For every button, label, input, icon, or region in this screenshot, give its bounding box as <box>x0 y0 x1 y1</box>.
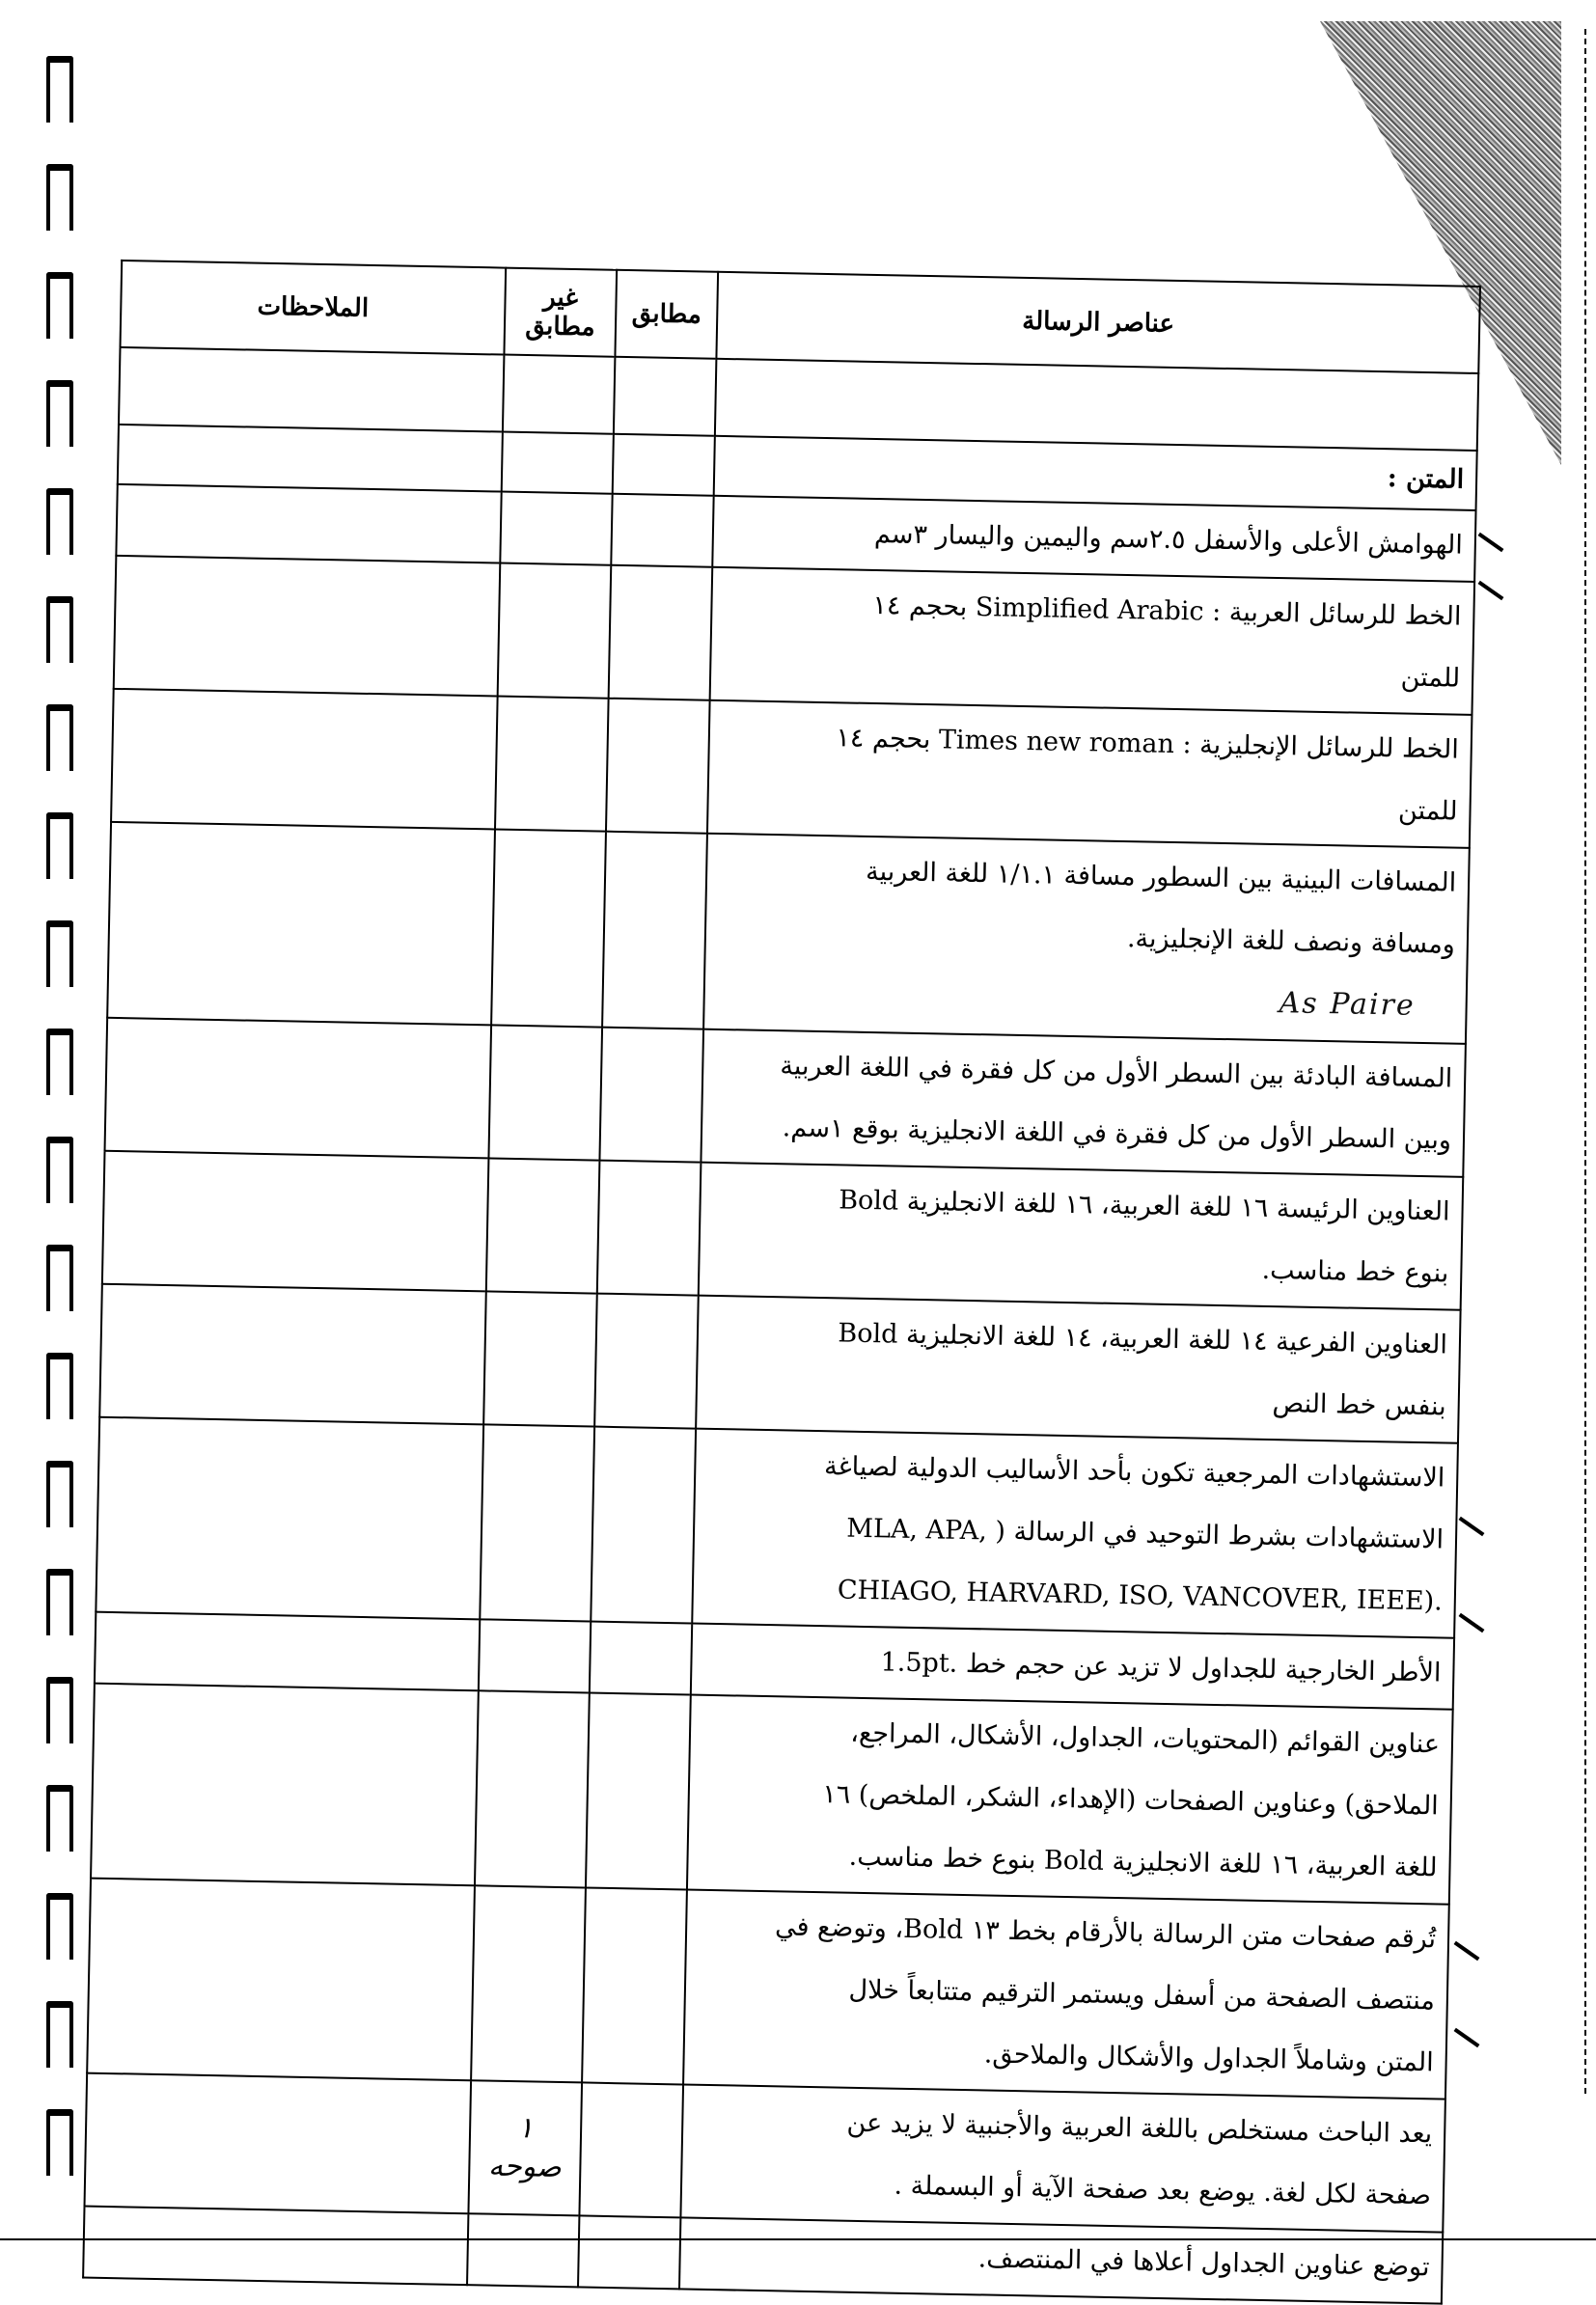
binding-ring-icon <box>46 2109 73 2176</box>
element-text-line: عناوين القوائم (المحتويات، الجداول، الأشكال، المراجع، <box>849 1717 1441 1760</box>
handwritten-tick-icon <box>1454 2028 1480 2047</box>
empty-cell <box>614 357 717 436</box>
binding-ring-icon <box>46 1677 73 1743</box>
thesis-format-checklist-table <box>82 260 1481 2305</box>
section-title: المتن : <box>714 436 1477 510</box>
element-text-line: العناوين الرئيسة ١٦ للغة العربية، ١٦ للغة الانجليزية Bold <box>838 1185 1450 1227</box>
element-text-line: الأطر الخارجية للجداول لا تزيد عن حجم خط .1.5pt <box>880 1647 1442 1688</box>
binding-ring-icon <box>46 704 73 771</box>
header-elements: عناصر الرسالة <box>716 272 1480 373</box>
element-cell <box>680 2084 1445 2232</box>
binding-ring-icon <box>46 1245 73 1311</box>
handwritten-tick-icon <box>1459 1517 1485 1536</box>
element-cell <box>687 1695 1453 1905</box>
element-text-line: للغة العربية، ١٦ للغة الانجليزية Bold بنوع خط مناسب. <box>848 1841 1438 1883</box>
element-text-line: الاستشهادات بشرط التوحيد في الرسالة ( ,MLA, APA <box>846 1513 1445 1555</box>
empty-cell <box>715 359 1478 451</box>
binding-ring-icon <box>46 380 73 447</box>
binding-ring-icon <box>46 1137 73 1203</box>
element-cell <box>692 1429 1458 1638</box>
notes-cell[interactable] <box>83 2207 468 2286</box>
binding-ring-icon <box>46 920 73 987</box>
checklist-row <box>87 1879 1449 2099</box>
element-text-line: الخط للرسائل الإنجليزية : Times new roman بحجم ١٤ <box>836 723 1460 765</box>
empty-cell <box>503 355 616 434</box>
not-matching-cell[interactable] <box>500 492 612 565</box>
matching-cell[interactable] <box>594 1294 699 1429</box>
element-text-line: بنوع خط مناسب. <box>1261 1254 1449 1289</box>
notes-cell[interactable] <box>96 1417 483 1620</box>
notes-cell[interactable] <box>91 1684 479 1886</box>
checklist-row <box>96 1417 1458 1638</box>
element-text-line: تُرقم صفحات متن الرسالة بالأرقام بخط ١٣ Bold، وتوضع في <box>774 1911 1437 1955</box>
notes-cell[interactable] <box>116 484 501 563</box>
matching-cell[interactable] <box>579 2082 683 2217</box>
notes-cell <box>118 425 503 492</box>
matching-cell[interactable] <box>609 565 713 700</box>
element-text-line: يعد الباحث مستخلص باللغة العربية والأجنبية لا يزيد عن <box>846 2107 1433 2150</box>
matching-cell[interactable] <box>599 1028 703 1163</box>
notes-cell[interactable] <box>111 689 498 830</box>
notes-cell[interactable] <box>105 1018 492 1159</box>
binding-ring-icon <box>46 2001 73 2068</box>
matching-cell[interactable] <box>578 2215 680 2289</box>
checklist-row <box>114 556 1474 715</box>
notes-cell[interactable] <box>99 1284 486 1425</box>
element-text-line: الاستشهادات المرجعية تكون بأحد الأساليب الدولية لصياغة <box>823 1451 1445 1494</box>
element-text-line: المتن وشاملاً الجداول والأشكال والملاحق. <box>983 2039 1434 2078</box>
checklist-row <box>111 689 1472 848</box>
checklist-table-container <box>82 260 1481 2305</box>
not-matching-cell[interactable] <box>483 1291 597 1426</box>
matching-cell[interactable] <box>590 1622 692 1695</box>
binding-ring-icon <box>46 1029 73 1095</box>
binding-ring-icon <box>46 56 73 123</box>
header-matching: مطابق <box>615 270 718 359</box>
matching-cell <box>613 434 715 496</box>
element-text-line: المسافة البادئة بين السطر الأول من كل فقرة في اللغة العربية <box>780 1051 1453 1094</box>
handwritten-tick-icon <box>1454 1941 1480 1961</box>
page-edge-right <box>1584 29 1588 2094</box>
not-matching-cell[interactable] <box>488 1025 602 1160</box>
notes-cell[interactable] <box>107 822 495 1026</box>
checklist-row <box>99 1284 1460 1443</box>
header-not-matching: غير مطابق <box>504 268 617 357</box>
matching-cell[interactable] <box>602 832 707 1029</box>
element-text-line: العناوين الفرعية ١٤ للغة العربية، ١٤ للغة الانجليزية Bold <box>838 1318 1448 1360</box>
element-cell <box>707 700 1472 848</box>
empty-cell <box>119 347 504 432</box>
not-matching-cell[interactable] <box>467 2213 579 2287</box>
element-text-line: الخط للرسائل العربية : Simplified Arabic بحجم ١٤ <box>872 590 1462 632</box>
binding-ring-icon <box>46 164 73 231</box>
element-text-line: الملاحق) وعناوين الصفحات (الإهداء، الشكر، الملخص) ١٦ <box>821 1779 1440 1822</box>
element-text-line: المسافات البينية بين السطور مسافة ١/١.١ للغة العربية <box>865 856 1457 898</box>
handwritten-tick-icon <box>1478 581 1504 600</box>
not-matching-cell[interactable] <box>471 1885 586 2082</box>
element-text-line: للمتن <box>1400 662 1461 694</box>
binding-ring-icon <box>46 488 73 555</box>
checklist-row <box>107 822 1470 1044</box>
not-matching-cell[interactable] <box>480 1424 594 1621</box>
matching-cell[interactable] <box>611 494 713 567</box>
handwritten-annotation: As Paire <box>1279 986 1416 1023</box>
binding-ring-icon <box>46 596 73 663</box>
matching-cell[interactable] <box>606 699 710 834</box>
matching-cell[interactable] <box>582 1887 687 2084</box>
element-cell <box>683 1890 1449 2099</box>
not-matching-cell[interactable]: ١ صوحه <box>468 2080 582 2215</box>
notes-cell[interactable] <box>102 1151 489 1292</box>
element-text-line: .(CHIAGO, HARVARD, ISO, VANCOVER, IEEE <box>837 1575 1444 1617</box>
element-text-line: للمتن <box>1397 795 1458 827</box>
matching-cell[interactable] <box>597 1161 702 1296</box>
checklist-row <box>91 1684 1453 1905</box>
handwritten-tick-icon <box>1478 533 1504 552</box>
notes-cell[interactable] <box>114 556 501 697</box>
element-text-line: توضع عناوين الجداول أعلاها في المنتصف. <box>977 2243 1430 2283</box>
element-cell <box>696 1296 1461 1443</box>
spiral-binding <box>46 0 75 2242</box>
element-text-line: وبين السطر الأول من كل فقرة في اللغة الانجليزية بوقع ١سم. <box>782 1112 1452 1156</box>
notes-cell[interactable] <box>85 2073 472 2214</box>
not-matching-cell[interactable] <box>475 1690 590 1887</box>
header-notes: الملاحظات <box>121 261 507 355</box>
binding-ring-icon <box>46 1785 73 1852</box>
binding-ring-icon <box>46 1353 73 1419</box>
element-cell <box>703 834 1470 1044</box>
checklist-row <box>105 1018 1466 1177</box>
binding-ring-icon <box>46 812 73 879</box>
element-cell <box>699 1163 1464 1310</box>
binding-ring-icon <box>46 1461 73 1527</box>
binding-ring-icon <box>46 1893 73 1960</box>
element-cell <box>710 567 1475 715</box>
element-text-line: صفحة لكل لغة. يوضع بعد صفحة الآية أو البسملة . <box>894 2170 1432 2211</box>
matching-cell[interactable] <box>586 1693 691 1890</box>
not-matching-cell[interactable] <box>498 563 612 699</box>
element-cell <box>701 1029 1466 1177</box>
binding-ring-icon <box>46 1569 73 1635</box>
not-matching-cell[interactable] <box>479 1619 591 1692</box>
checklist-row <box>102 1151 1463 1310</box>
element-text-line: بنفس خط النص <box>1272 1388 1446 1422</box>
not-matching-cell[interactable] <box>491 829 606 1027</box>
element-text-line: منتصف الصفحة من أسفل ويستمر الترقيم متتابعاً خلال <box>848 1974 1436 2017</box>
element-text-line: ومسافة ونصف للغة الإنجليزية. <box>1126 923 1456 960</box>
matching-cell[interactable] <box>591 1427 696 1624</box>
element-text-line: الهوامش الأعلى والأسفل ٢.٥سم واليمين واليسار ٣سم <box>873 518 1464 561</box>
checklist-row <box>85 2073 1445 2233</box>
binding-ring-icon <box>46 272 73 339</box>
handwritten-tick-icon <box>1459 1613 1485 1633</box>
not-matching-cell[interactable] <box>495 697 609 832</box>
element-cell <box>679 2217 1443 2303</box>
notes-cell[interactable] <box>95 1612 480 1691</box>
not-matching-cell <box>502 432 614 494</box>
notes-cell[interactable] <box>87 1879 475 2081</box>
not-matching-cell[interactable] <box>486 1158 600 1293</box>
